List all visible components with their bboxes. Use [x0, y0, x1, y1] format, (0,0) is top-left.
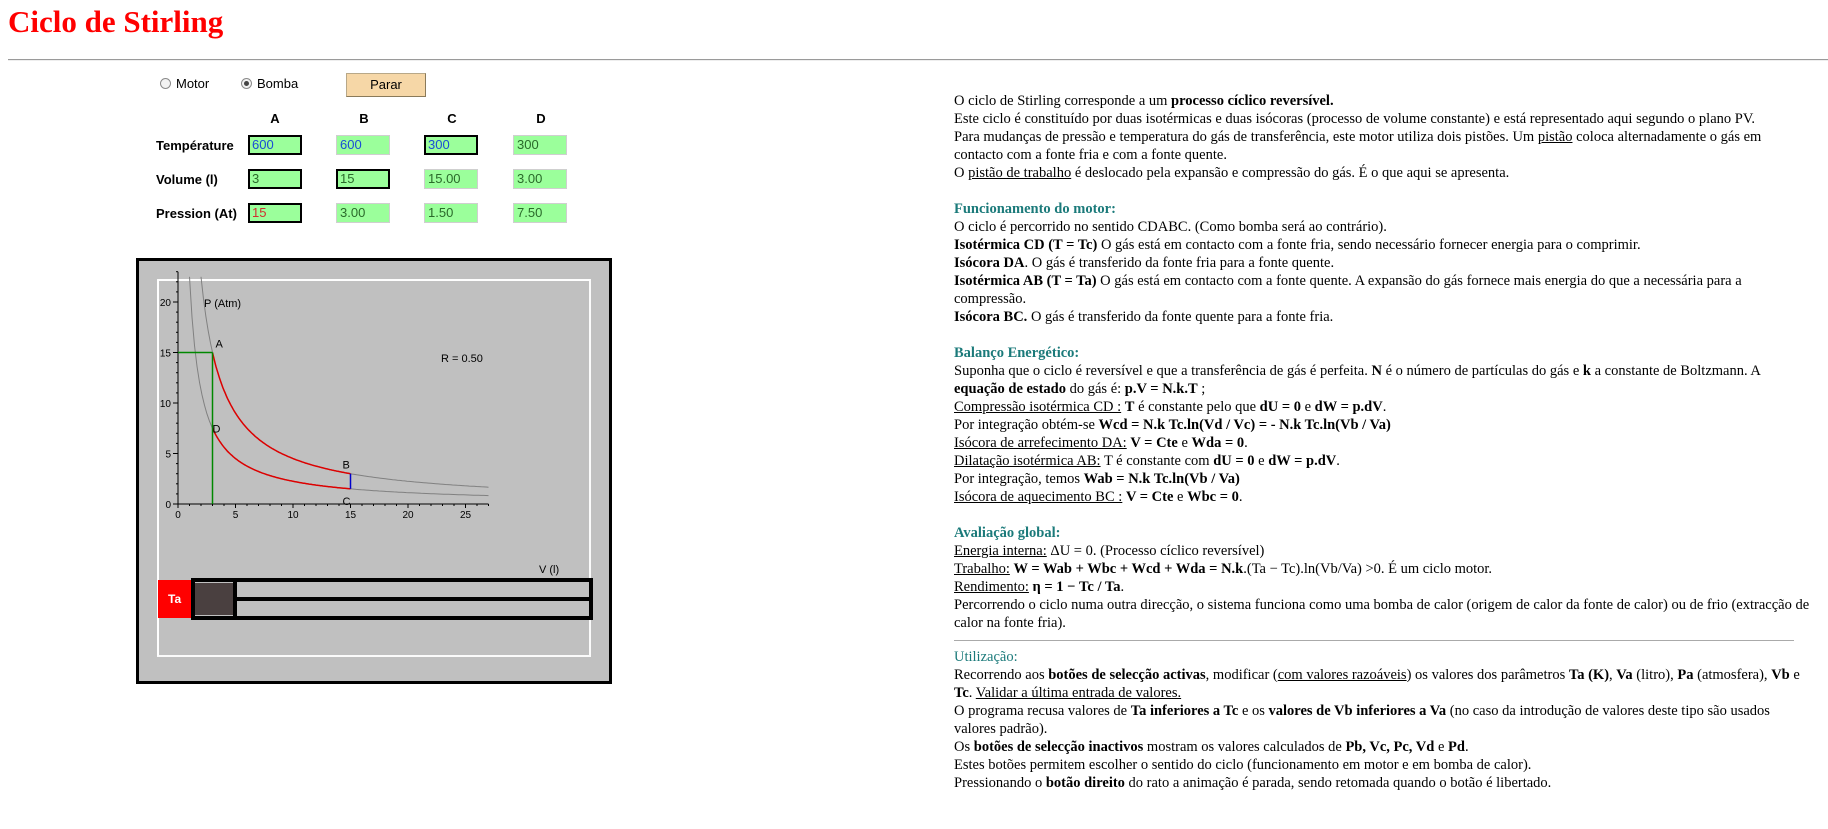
page-title: Ciclo de Stirling [8, 4, 224, 39]
pression-b-field: 3.00 [336, 203, 390, 223]
radio-motor[interactable] [160, 76, 209, 91]
pression-c-field: 1.50 [424, 203, 478, 223]
volume-a-field[interactable]: 3 [248, 169, 302, 189]
displacer-piston [195, 583, 233, 615]
intro-line-2: Este ciclo é constituído por duas isotérmicas e duas isócoras (processo de volume constante) e está representado aqui segundo o plano PV. [954, 111, 1756, 127]
stop-button[interactable]: Parar [346, 73, 426, 97]
x-tick-label: 15 [344, 510, 357, 521]
aval-line-4: Percorrendo o ciclo numa outra direcção, o sistema funciona como uma bomba de calor (origem de calor da fonte de calor) ou de frio (extracção de calor na fonte fria). [954, 597, 1810, 631]
y-tick-label: 5 [165, 449, 171, 461]
intro-line-4: O pistão de trabalho é deslocado pela expansão e compressão do gás. É o que aqui se apresenta. [954, 165, 1510, 181]
pv-diagram [139, 261, 609, 681]
intro-line-1: O ciclo de Stirling corresponde a um processo cíclico reversível. [954, 93, 1334, 109]
pression-a-field[interactable]: 15 [248, 203, 302, 223]
heading-utilizacao: Utilização: [954, 649, 1018, 665]
x-axis-label: V (l) [539, 564, 560, 576]
intro-line-3: Para mudanças de pressão e temperatura do gás de transferência, este motor utiliza dois pistões. Um pistão coloca alternadamente o gás em contacto com a fonte fria e com a fonte quente. [954, 129, 1762, 163]
bal-line-1: Suponha que o ciclo é reversível e que a transferência de gás é perfeita. N é o número de partículas do gás e k a constante de Boltzmann. A equação de estado do gás é: p.V = N.k.T ; [954, 363, 1761, 397]
bal-line-6: Por integração, temos Wab = N.k Tc.ln(Vb / Va) [954, 471, 1240, 487]
radio-bomba-label: Bomba [257, 76, 299, 91]
x-tick-label: 10 [287, 510, 299, 521]
bal-line-3: Por integração obtém-se Wcd = N.k Tc.ln(Vd / Vc) = - N.k Tc.ln(Vb / Va) [954, 417, 1391, 433]
description-text [954, 92, 1810, 792]
radio-motor-label: Motor [176, 76, 210, 91]
func-line-3: Isócora DA. O gás é transferido da fonte fria para a fonte quente. [954, 255, 1335, 271]
pv-diagram-frame [136, 258, 612, 684]
y-axis-label: P (Atm) [204, 298, 242, 310]
util-line-3: Os botões de selecção inactivos mostram os valores calculados de Pb, Vc, Pc, Vd e Pd. [954, 739, 1469, 755]
radio-bomba[interactable] [241, 76, 298, 91]
radio-bomba-circle[interactable] [241, 78, 252, 89]
util-line-2: O programa recusa valores de Ta inferiores a Tc e os valores de Vb inferiores a Va (no caso da introdução de valores deste tipo são usados valores padrão). [954, 703, 1770, 737]
y-tick-label: 0 [165, 500, 171, 511]
func-line-2: Isotérmica CD (T = Tc) O gás está em contacto com a fonte fria, sendo necessário fornecer energia para o comprimir. [954, 237, 1641, 253]
heading-balanco: Balanço Energético: [954, 345, 1080, 361]
x-tick-label: 25 [459, 510, 472, 521]
point-label-b: B [342, 459, 350, 472]
x-tick-label: 20 [402, 510, 414, 521]
aval-line-2: Trabalho: W = Wab + Wbc + Wcd + Wda = N.k.(Ta − Tc).ln(Vb/Va) >0. É um ciclo motor. [954, 561, 1493, 577]
y-tick-label: 15 [159, 348, 171, 360]
point-label-a: A [215, 338, 223, 351]
row-label-volume: Volume (l) [156, 172, 218, 187]
row-label-temperature: Température [156, 138, 234, 153]
title-divider [8, 59, 1828, 61]
volume-d-field: 3.00 [513, 169, 567, 189]
heading-funcionamento: Funcionamento do motor: [954, 201, 1116, 217]
column-header-c: C [447, 111, 457, 126]
gas-constant-annotation: R = 0.50 [441, 353, 483, 365]
aval-line-1: Energia interna: ΔU = 0. (Processo cíclico reversível) [954, 543, 1265, 559]
radio-motor-circle[interactable] [160, 78, 171, 89]
volume-b-field[interactable]: 15 [336, 169, 390, 189]
volume-c-field: 15.00 [424, 169, 478, 189]
temperature-b-field: 600 [336, 135, 390, 155]
util-line-1: Recorrendo aos botões de selecção activas, modificar (com valores razoáveis) os valores dos parâmetros Ta (K), Va (litro), Pa (atmosfera), Vb e Tc. Validar a última entrada de valores. [954, 667, 1800, 701]
column-header-a: A [270, 111, 280, 126]
work-piston [233, 580, 237, 618]
util-line-4: Estes botões permitem escolher o sentido do ciclo (funcionamento em motor e em bomba de calor). [954, 757, 1532, 773]
temperature-c-field[interactable]: 300 [424, 135, 478, 155]
x-tick-label: 0 [175, 510, 181, 521]
y-tick-label: 20 [159, 298, 171, 309]
bal-line-5: Dilatação isotérmica AB: T é constante com dU = 0 e dW = p.dV. [954, 453, 1340, 469]
point-label-d: D [212, 423, 221, 436]
temperature-d-field: 300 [513, 135, 567, 155]
piston-rod [237, 597, 591, 601]
link-pistao-trabalho[interactable]: pistão de trabalho [968, 165, 1072, 181]
y-tick-label: 10 [159, 399, 171, 410]
heat-source-label: Ta [168, 592, 182, 606]
column-header-d: D [536, 111, 546, 126]
pression-d-field: 7.50 [513, 203, 567, 223]
bal-line-7: Isócora de aquecimento BC : V = Cte e Wbc = 0. [954, 489, 1243, 505]
row-label-pression: Pression (At) [156, 206, 237, 221]
heading-avaliacao: Avaliação global: [954, 525, 1061, 541]
link-pistao[interactable]: pistão [1537, 129, 1573, 145]
x-tick-label: 5 [232, 510, 239, 521]
bal-line-2: Compressão isotérmica CD : T é constante pelo que dU = 0 e dW = p.dV. [954, 399, 1387, 415]
util-line-5: Pressionando o botão direito do rato a animação é parada, sendo retomada quando o botão é libertado. [954, 775, 1552, 791]
column-header-b: B [359, 111, 369, 126]
section-divider [954, 640, 1794, 641]
func-line-5: Isócora BC. O gás é transferido da fonte quente para a fonte fria. [954, 309, 1334, 325]
temperature-a-field[interactable]: 600 [248, 135, 302, 155]
point-label-c: C [342, 495, 351, 508]
bal-line-4: Isócora de arrefecimento DA: V = Cte e Wda = 0. [954, 435, 1248, 451]
func-line-1: O ciclo é percorrido no sentido CDABC. (Como bomba será ao contrário). [954, 219, 1387, 235]
aval-line-3: Rendimento: η = 1 − Tc / Ta. [954, 579, 1125, 595]
func-line-4: Isotérmica AB (T = Ta) O gás está em contacto com a fonte quente. A expansão do gás fornece mais energia do que a necessária para a compressão. [954, 273, 1742, 307]
